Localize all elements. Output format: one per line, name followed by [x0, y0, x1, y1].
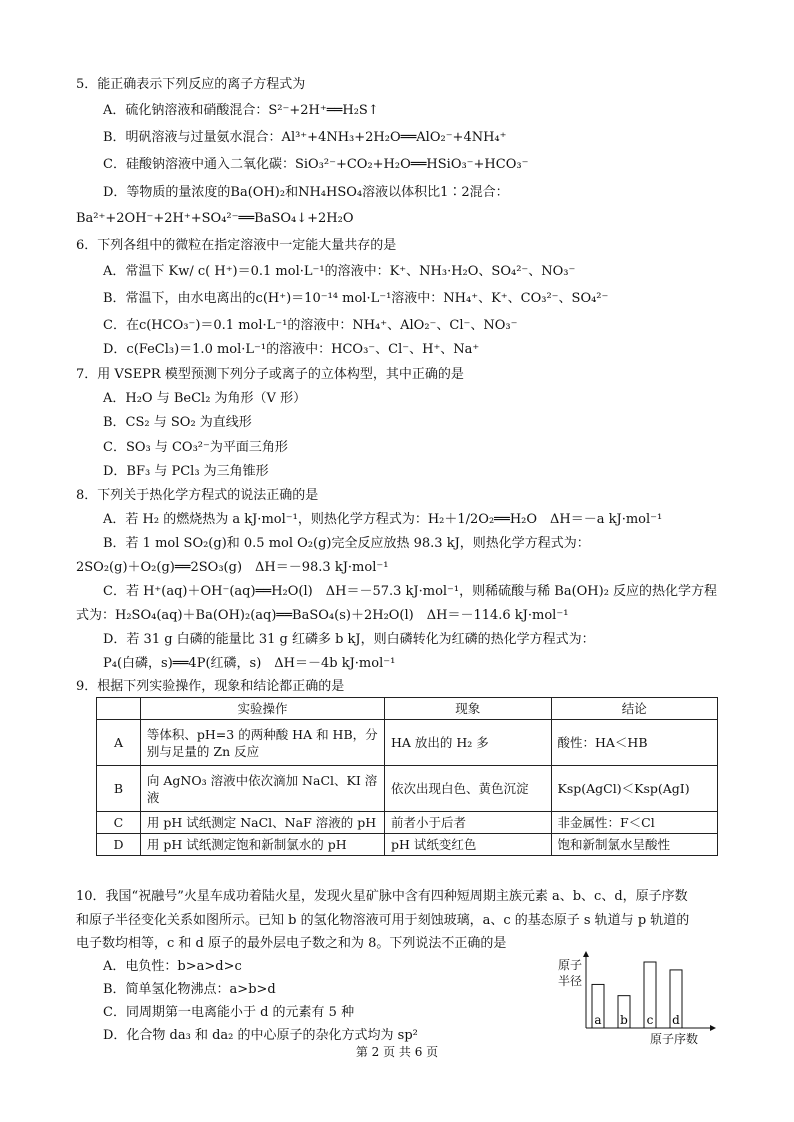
q8-option-c-equation: 式为：H₂SO₄(aq)＋Ba(OH)₂(aq)══BaSO₄(s)＋2H₂O(l) ΔH＝－114.6 kJ·mol⁻¹: [76, 608, 569, 623]
q8-option-d-equation: P₄(白磷，s)══4P(红磷，s) ΔH＝－4b kJ·mol⁻¹: [103, 656, 396, 671]
table-header-cell: 结论: [551, 698, 718, 720]
q7-option-c: C．SO₃ 与 CO₃²⁻为平面三角形: [103, 440, 288, 455]
q10-stem-line-3: 电子数均相等，c 和 d 原子的最外层电子数之和为 8。下列说法不正确的是: [76, 936, 507, 951]
table-cell: 依次出现白色、黄色沉淀: [385, 766, 551, 812]
table-header-cell: [97, 698, 141, 720]
q7-option-b: B．CS₂ 与 SO₂ 为直线形: [103, 415, 252, 430]
table-row: [97, 812, 718, 834]
q6-option-a: A．常温下 Kw/ c( H⁺)＝0.1 mol·L⁻¹的溶液中：K⁺、NH₃·H₂O、SO₄²⁻、NO₃⁻: [103, 264, 576, 279]
q5-stem: 5．能正确表示下列反应的离子方程式为: [76, 77, 306, 92]
table-cell: 酸性：HA＜HB: [551, 720, 718, 766]
q6-option-d: D．c(FeCl₃)＝1.0 mol·L⁻¹的溶液中：HCO₃⁻、Cl⁻、H⁺、Na⁺: [103, 342, 480, 357]
table-cell: A: [97, 720, 141, 766]
table-header-cell: 实验操作: [140, 698, 384, 720]
table-row: [97, 766, 718, 812]
q10-stem-line-2: 和原子半径变化关系如图所示。已知 b 的氢化物溶液可用于刻蚀玻璃，a、c 的基态原子 s 轨道与 p 轨道的: [76, 913, 690, 928]
x-axis-arrow-icon: [710, 1025, 716, 1031]
bar-label-c: c: [646, 1013, 654, 1027]
q5-option-d: D．等物质的量浓度的Ba(OH)₂和NH₄HSO₄溶液以体积比1∶2混合：: [103, 185, 509, 200]
q10-option-d: D．化合物 da₃ 和 da₂ 的中心原子的杂化方式均为 sp²: [103, 1028, 418, 1043]
bar-label-a: a: [594, 1013, 602, 1027]
q10-stem-line-1: 10．我国“祝融号”火星车成功着陆火星，发现火星矿脉中含有四种短周期主族元素 a、b、c、d，原子序数: [76, 889, 688, 904]
q5-option-b: B．明矾溶液与过量氨水混合：Al³⁺+4NH₃+2H₂O══AlO₂⁻+4NH₄⁺: [103, 130, 507, 145]
q10-option-c: C．同周期第一电离能小于 d 的元素有 5 种: [103, 1005, 355, 1020]
table-cell: HA 放出的 H₂ 多: [385, 720, 551, 766]
q8-option-b: B．若 1 mol SO₂(g)和 0.5 mol O₂(g)完全反应放热 98.3 kJ，则热化学方程式为：: [103, 536, 590, 551]
bar-label-d: d: [672, 1013, 680, 1027]
table-row: [97, 720, 718, 766]
table-cell: 前者小于后者: [385, 812, 551, 834]
q7-option-a: A．H₂O 与 BeCl₂ 为角形（V 形）: [103, 391, 307, 406]
page-footer: 第 2 页 共 6 页: [355, 1045, 439, 1059]
table-cell: D: [97, 834, 141, 856]
table-cell: 非金属性：F＜Cl: [551, 812, 718, 834]
table-cell: Ksp(AgCl)＜Ksp(AgI): [551, 766, 718, 812]
table-cell: 用 pH 试纸测定饱和新制氯水的 pH: [140, 834, 384, 856]
q10-option-b: B．简单氢化物沸点：a>b>d: [103, 982, 276, 997]
bar-label-b: b: [620, 1013, 628, 1027]
q6-option-c: C．在c(HCO₃⁻)＝0.1 mol·L⁻¹的溶液中：NH₄⁺、AlO₂⁻、Cl⁻、NO₃⁻: [103, 318, 518, 333]
q5-option-a: A．硫化钠溶液和硝酸混合：S²⁻+2H⁺══H₂S↑: [103, 103, 379, 118]
q8-option-b-equation: 2SO₂(g)＋O₂(g)══2SO₃(g) ΔH＝－98.3 kJ·mol⁻¹: [76, 560, 389, 575]
q7-option-d: D．BF₃ 与 PCl₃ 为三角锥形: [103, 464, 269, 479]
table-cell: 向 AgNO₃ 溶液中依次滴加 NaCl、KI 溶液: [140, 766, 384, 812]
q6-option-b: B．常温下，由水电离出的c(H⁺)＝10⁻¹⁴ mol·L⁻¹溶液中：NH₄⁺、K⁺、CO₃²⁻、SO₄²⁻: [103, 291, 609, 306]
q8-stem: 8．下列关于热化学方程式的说法正确的是: [76, 488, 319, 503]
table-row: [97, 834, 718, 856]
table-cell: C: [97, 812, 141, 834]
chart-y-axis-label: 原子半径: [557, 958, 582, 988]
q9-stem: 9．根据下列实验操作，现象和结论都正确的是: [76, 679, 345, 694]
table-cell: pH 试纸变红色: [385, 834, 551, 856]
table-cell: 等体积、pH=3 的两种酸 HA 和 HB，分别与足量的 Zn 反应: [140, 720, 384, 766]
q5-option-c: C．硅酸钠溶液中通入二氧化碳：SiO₃²⁻+CO₂+H₂O══HSiO₃⁻+HCO₃⁻: [103, 157, 529, 172]
q10-option-a: A．电负性：b>a>d>c: [103, 959, 242, 974]
q7-stem: 7．用 VSEPR 模型预测下列分子或离子的立体构型，其中正确的是: [76, 367, 464, 382]
chart-x-axis-label: 原子序数: [650, 1032, 699, 1046]
q5-option-d-equation: Ba²⁺+2OH⁻+2H⁺+SO₄²⁻══BaSO₄↓+2H₂O: [76, 211, 354, 226]
table-cell: 用 pH 试纸测定 NaCl、NaF 溶液的 pH: [140, 812, 384, 834]
table-cell: 饱和新制氯水呈酸性: [551, 834, 718, 856]
q8-option-d: D．若 31 g 白磷的能量比 31 g 红磷多 b kJ，则白磷转化为红磷的热化学方程式为：: [103, 632, 595, 647]
table-cell: B: [97, 766, 141, 812]
table-header-cell: 现象: [385, 698, 551, 720]
q6-stem: 6．下列各组中的微粒在指定溶液中一定能大量共存的是: [76, 238, 397, 253]
q8-option-a: A．若 H₂ 的燃烧热为 a kJ·mol⁻¹，则热化学方程式为：H₂＋1/2O₂══H₂O ΔH＝－a kJ·mol⁻¹: [103, 512, 663, 527]
q8-option-c: C．若 H⁺(aq)＋OH⁻(aq)══H₂O(l) ΔH＝－57.3 kJ·mol⁻¹，则稀硫酸与稀 Ba(OH)₂ 反应的热化学方程: [103, 584, 718, 599]
table-header-row: [97, 698, 718, 720]
experiment-table: [96, 697, 718, 856]
